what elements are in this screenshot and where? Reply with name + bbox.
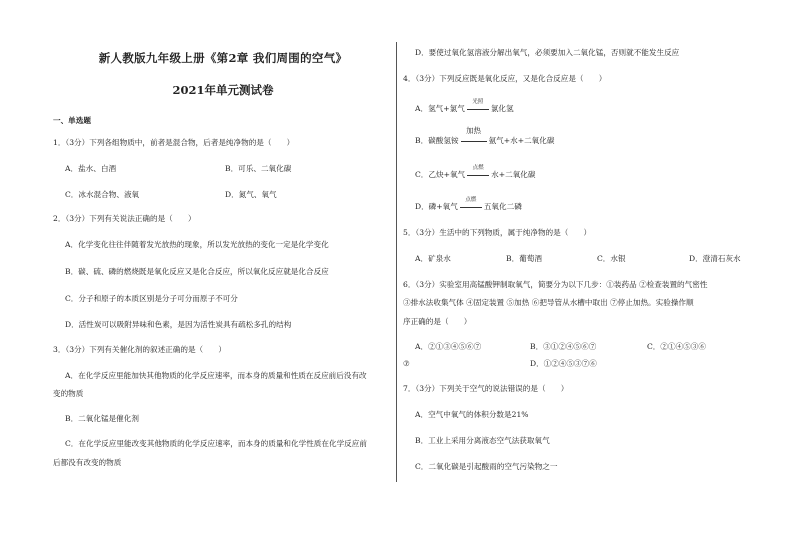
option-2c: C．分子和原子的本质区别是分子可分而原子不可分 (65, 294, 238, 303)
question-1: 1．（3分）下列各组物质中，前者是混合物，后者是纯净物的是（ ） (53, 138, 295, 147)
option-4b-products: 氨气+水+二氧化碳 (488, 136, 555, 145)
option-4b-reactants: B．碳酸氢铵 (415, 136, 459, 145)
option-4a (415, 99, 514, 114)
option-3c: C．在化学反应里能改变其他物质的化学反应速率，而本身的质量和化学性质在化学反应前 (65, 439, 367, 448)
condition-4b: 加热 (466, 126, 482, 135)
option-5c: C．水银 (597, 254, 626, 263)
option-4a-reactants: A．氢气+氯气 (415, 104, 465, 113)
option-4d (415, 197, 522, 212)
option-7c: C．二氧化碳是引起酸雨的空气污染物之一 (415, 462, 558, 471)
condition-4a: 光照 (472, 99, 484, 105)
option-6a: A．②①③④⑤⑥⑦ (415, 342, 482, 351)
option-4b (415, 126, 555, 146)
option-4a-products: 氯化氢 (490, 104, 514, 113)
option-4c-reactants: C．乙炔+氧气 (415, 170, 466, 179)
option-4c (415, 165, 536, 180)
divider (396, 42, 397, 482)
reaction-arrow-4b (459, 126, 489, 146)
question-7: 7．（3分）下列关于空气的说法错误的是（ ） (403, 384, 569, 393)
option-6c: C．②①④⑤③⑥ (647, 342, 706, 351)
question-5: 5．（3分）生活中的下列物质，属于纯净物的是（ ） (403, 228, 592, 237)
option-3c-cont: 后都没有改变的物质 (53, 458, 122, 467)
option-3d: D．要使过氧化氢溶液分解出氧气，必须要加入二氧化锰，否则就不能发生反应 (415, 48, 680, 57)
question-6-line2: ③排水法收集气体 ④固定装置 ⑤加热 ⑥把导管从水槽中取出 ⑦停止加热。实验操作顺 (403, 298, 694, 307)
option-6d: D．①②④⑤③⑦⑥ (530, 359, 597, 368)
option-1d: D．氮气、氧气 (225, 190, 277, 199)
question-2: 2．（3分）下列有关说法正确的是（ ） (53, 214, 196, 223)
reaction-arrow-4c (465, 165, 491, 180)
option-2a: A．化学变化往往伴随着发光放热的现象，所以发光放热的变化一定是化学变化 (65, 240, 329, 249)
option-5a: A．矿泉水 (415, 254, 451, 263)
option-2d: D．活性炭可以吸附异味和色素，是因为活性炭具有疏松多孔的结构 (65, 320, 292, 329)
option-4c-products: 水+二氧化碳 (491, 170, 536, 179)
question-6-line3: 序正确的是（ ） (403, 317, 472, 326)
option-4d-products: 五氧化二磷 (483, 202, 522, 211)
option-1c: C．冰水混合物、液氧 (65, 190, 140, 199)
option-1a: A．盐水、白酒 (65, 164, 117, 173)
condition-4d: 点燃 (465, 197, 477, 203)
option-3a: A．在化学反应里能加快其他物质的化学反应速率，而本身的质量和性质在反应前后没有改 (65, 371, 367, 380)
option-7a: A．空气中氧气的体积分数是21% (415, 410, 529, 419)
question-4: 4．（3分）下列反应既是氧化反应，又是化合反应是（ ） (403, 74, 607, 83)
exam-subtitle: 2021年单元测试卷 (172, 83, 274, 97)
condition-4c: 点燃 (472, 165, 484, 171)
option-7b: B．工业上采用分离液态空气法获取氧气 (415, 436, 550, 445)
exam-title: 新人教版九年级上册《第2章 我们周围的空气》 (98, 51, 348, 65)
reaction-arrow-4a (465, 99, 491, 114)
option-1b: B．可乐、二氧化碳 (225, 164, 292, 173)
option-6b: B．③①②④⑤⑥⑦ (530, 342, 597, 351)
question-3: 3．（3分）下列有关催化剂的叙述正确的是（ ） (53, 345, 226, 354)
reaction-arrow-4d (458, 197, 484, 212)
option-3b: B．二氧化锰是催化剂 (65, 414, 139, 423)
question-6: 6．（3分）实验室用高锰酸钾制取氧气，简要分为以下几步：①装药品 ②检查装置的气密性 (403, 280, 708, 289)
option-5b: B．葡萄酒 (506, 254, 542, 263)
section-heading: 一、单选题 (53, 116, 91, 125)
option-5d: D．澄清石灰水 (689, 254, 741, 263)
option-6c-cont: ⑦ (403, 359, 410, 368)
option-4d-reactants: D．磷+氧气 (415, 202, 458, 211)
option-3a-cont: 变的物质 (53, 389, 84, 398)
option-2b: B．碳、硫、磷的燃烧既是氧化反应又是化合反应，所以氧化反应就是化合反应 (65, 267, 329, 276)
